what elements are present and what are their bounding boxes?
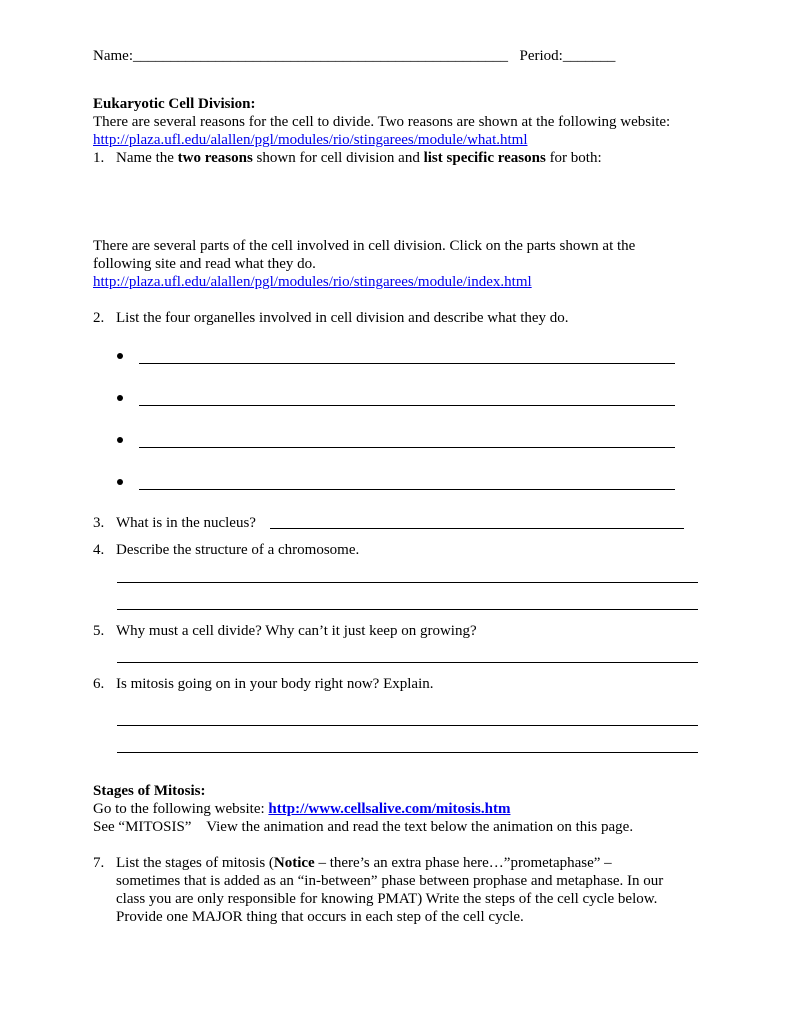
section1-intro: There are several reasons for the cell to divide. Two reasons are shown at the following website: bbox=[93, 114, 671, 130]
period-blank[interactable]: _______ bbox=[562, 48, 616, 64]
answer-line-q3[interactable] bbox=[270, 528, 684, 529]
question-6: 6. Is mitosis going on in your body right now? Explain. bbox=[93, 676, 434, 692]
answer-line-organelle-2[interactable] bbox=[139, 405, 675, 406]
link-index[interactable]: http://plaza.ufl.edu/alallen/pgl/modules/rio/stingarees/module/index.html bbox=[93, 274, 532, 290]
question-1: 1. Name the two reasons shown for cell division and list specific reasons for both: bbox=[93, 150, 602, 166]
answer-line-q4-1[interactable] bbox=[117, 582, 698, 583]
link-cellsalive[interactable]: http://www.cellsalive.com/mitosis.htm bbox=[268, 801, 511, 817]
section-heading-mitosis: Stages of Mitosis: bbox=[93, 783, 206, 799]
link-what[interactable]: http://plaza.ufl.edu/alallen/pgl/modules/rio/stingarees/module/what.html bbox=[93, 132, 528, 148]
period-label: Period: bbox=[519, 48, 563, 64]
name-line bbox=[93, 47, 615, 65]
answer-line-organelle-3[interactable] bbox=[139, 447, 675, 448]
goto-line: Go to the following website: http://www.cellsalive.com/mitosis.htm bbox=[93, 801, 511, 817]
question-5: 5. Why must a cell divide? Why can’t it just keep on growing? bbox=[93, 623, 477, 639]
answer-line-q4-2[interactable] bbox=[117, 609, 698, 610]
bullet-3 bbox=[117, 437, 123, 443]
question-7-line-2: sometimes that is added as an “in-between” phase between prophase and metaphase. In our bbox=[116, 873, 664, 889]
bullet-4 bbox=[117, 479, 123, 485]
name-label: Name: bbox=[93, 48, 133, 64]
answer-line-q6-2[interactable] bbox=[117, 752, 698, 753]
bullet-1 bbox=[117, 353, 123, 359]
answer-line-q6-1[interactable] bbox=[117, 725, 698, 726]
question-3: 3. What is in the nucleus? bbox=[93, 515, 256, 531]
question-7-line-3: class you are only responsible for knowing PMAT) Write the steps of the cell cycle below. bbox=[116, 891, 658, 907]
parts-line-1: There are several parts of the cell involved in cell division. Click on the parts shown at the bbox=[93, 238, 636, 254]
see-line: See “MITOSIS” View the animation and read the text below the animation on this page. bbox=[93, 819, 634, 835]
parts-line-2: following site and read what they do. bbox=[93, 256, 316, 272]
answer-line-organelle-4[interactable] bbox=[139, 489, 675, 490]
question-2: 2. List the four organelles involved in cell division and describe what they do. bbox=[93, 310, 569, 326]
answer-line-q5[interactable] bbox=[117, 662, 698, 663]
answer-line-organelle-1[interactable] bbox=[139, 363, 675, 364]
question-7: 7. List the stages of mitosis (Notice – there’s an extra phase here…”prometaphase” – bbox=[93, 855, 612, 871]
bullet-2 bbox=[117, 395, 123, 401]
name-blank[interactable]: __________________________________________________ bbox=[132, 48, 508, 64]
section-heading-eukaryotic: Eukaryotic Cell Division: bbox=[93, 96, 256, 112]
question-7-line-4: Provide one MAJOR thing that occurs in each step of the cell cycle. bbox=[116, 909, 524, 925]
question-4: 4. Describe the structure of a chromosome. bbox=[93, 542, 360, 558]
